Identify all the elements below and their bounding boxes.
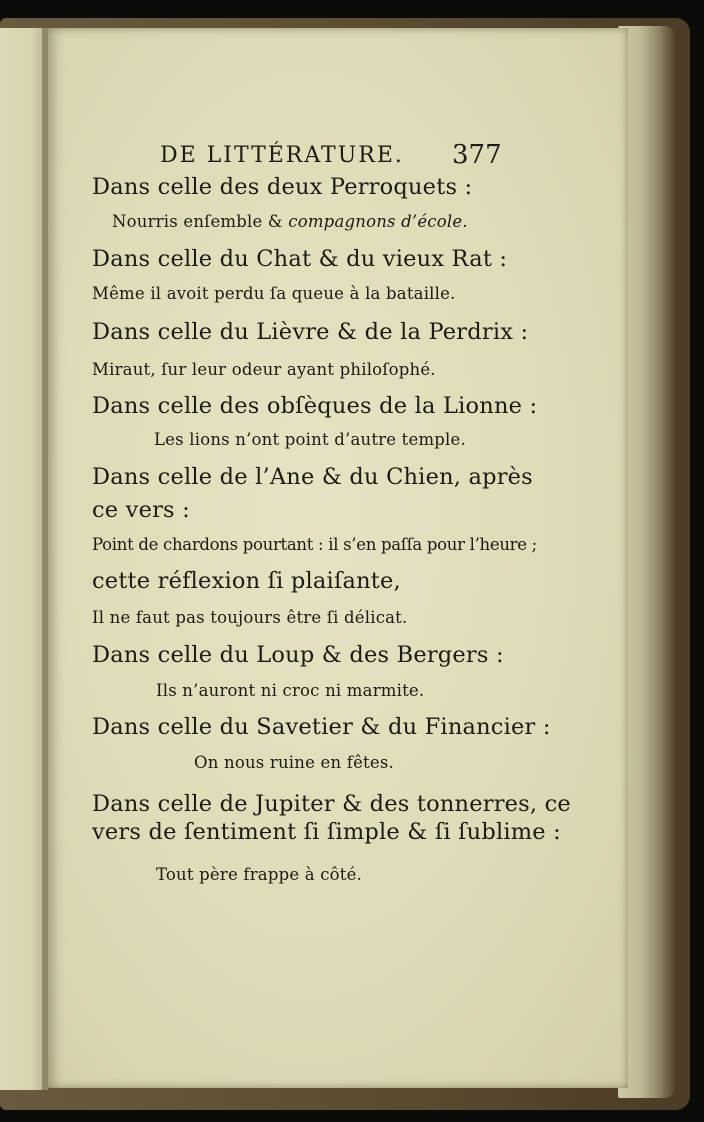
- text-line: cette réflexion ſi plaiſante,: [92, 568, 401, 594]
- text-line: On nous ruine en fêtes.: [194, 753, 394, 772]
- text-line: Dans celle de l’Ane & du Chien, après: [92, 464, 533, 490]
- left-page-strip: [0, 28, 46, 1090]
- text-line: Miraut, ſur leur odeur ayant philoſophé.: [92, 360, 436, 379]
- text-line: Point de chardons pourtant : il s’en paſſa pour l’heure ;: [92, 535, 537, 554]
- text-line: Dans celle du Chat & du vieux Rat :: [92, 246, 508, 272]
- italic-phrase: compagnons d’école.: [282, 212, 468, 231]
- text-line: Même il avoit perdu ſa queue à la bataille.: [92, 284, 456, 303]
- text-line: Dans celle du Loup & des Bergers :: [92, 642, 504, 668]
- text-line: ce vers :: [92, 497, 190, 523]
- text-line: Dans celle du Lièvre & de la Perdrix :: [92, 319, 529, 345]
- text-line: Nourris enſemble & compagnons d’école.: [112, 212, 468, 231]
- text-line: Dans celle des deux Perroquets :: [92, 174, 473, 200]
- text-line: Dans celle du Savetier & du Financier :: [92, 714, 551, 740]
- text-line: Tout père frappe à côté.: [156, 865, 363, 884]
- page-number: 377: [452, 140, 502, 170]
- running-head: DE LITTÉRATURE.: [160, 143, 404, 168]
- book-page: [48, 28, 628, 1088]
- text-line: Dans celle de Jupiter & des tonnerres, ce: [92, 791, 571, 817]
- text-line: Ils n’auront ni croc ni marmite.: [156, 681, 425, 700]
- text-line: vers de ſentiment ſi ſimple & ſi ſublime :: [92, 819, 561, 845]
- text-line: Il ne faut pas toujours être ſi délicat.: [92, 608, 408, 627]
- text-line: Les lions n’ont point d’autre temple.: [154, 430, 466, 449]
- text-line: Dans celle des obſèques de la Lionne :: [92, 393, 538, 419]
